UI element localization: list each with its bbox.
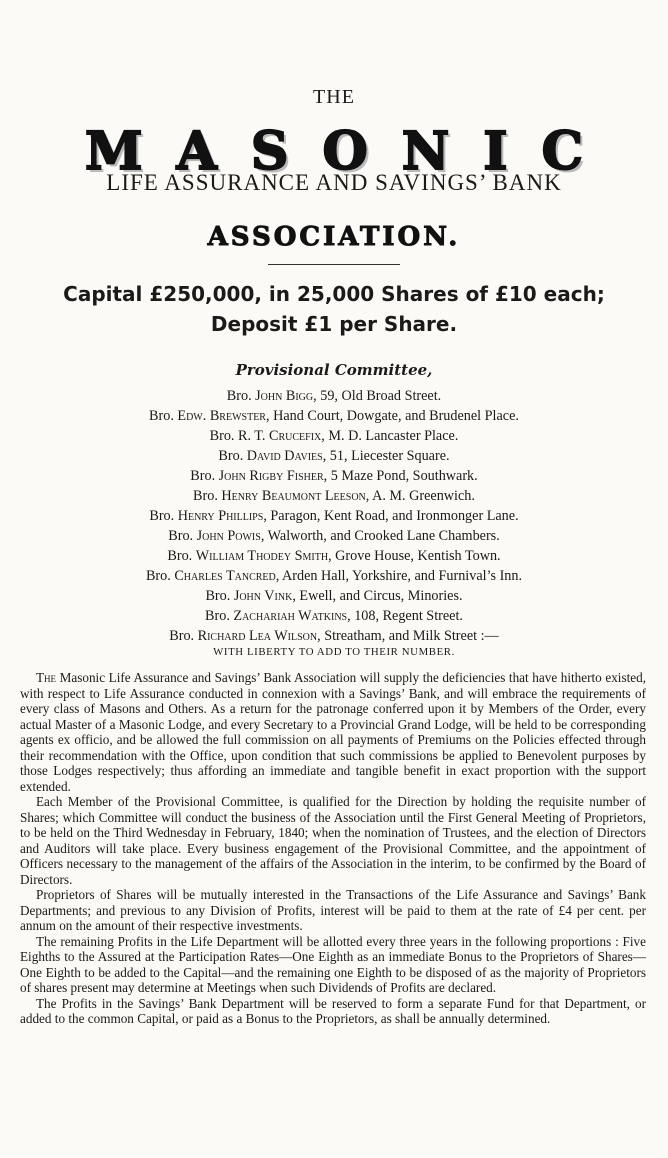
committee-member: Bro. John Vink, Ewell, and Circus, Minories. bbox=[205, 588, 463, 604]
committee-member: Bro. John Bigg, 59, Old Broad Street. bbox=[226, 388, 442, 404]
committee-member: Bro. R. T. Crucefix, M. D. Lancaster Place. bbox=[209, 428, 459, 444]
paragraph: Proprietors of Shares will be mutually interested in the Transactions of the Life Assurance and Savings’ Bank Departments; and previous to any Division of Profits, interest will be paid to them at the rate of £4 per cent. per annum on the amount of their respective investments. bbox=[20, 887, 646, 933]
committee-member: Bro. William Thodey Smith, Grove House, Kentish Town. bbox=[167, 548, 501, 564]
committee-member: Bro. John Rigby Fisher, 5 Maze Pond, Southwark. bbox=[190, 468, 478, 484]
committee-member: Bro. Zachariah Watkins, 108, Regent Street. bbox=[205, 608, 463, 624]
deposit-line: Deposit £1 per Share. bbox=[210, 312, 458, 336]
liberty-note: WITH LIBERTY TO ADD TO THEIR NUMBER. bbox=[213, 646, 455, 658]
masonic-letter: C bbox=[541, 121, 584, 182]
masonic-letter: A bbox=[176, 121, 217, 182]
committee-member: Bro. Edw. Brewster, Hand Court, Dowgate, and Brudenel Place. bbox=[149, 408, 519, 424]
committee-member: Bro. Henry Phillips, Paragon, Kent Road, and Ironmonger Lane. bbox=[149, 508, 519, 524]
paragraph: The Profits in the Savings’ Bank Department will be reserved to form a separate Fund for that Department, or added to the common Capital, or paid as a Bonus to the Proprietors, as shall be annually determined. bbox=[20, 995, 646, 1026]
committee-list bbox=[0, 386, 668, 646]
association-heading: ASSOCIATION. bbox=[207, 222, 461, 252]
paragraph: The remaining Profits in the Life Department will be allotted every three years in the following proportions : Five Eighths to the Assured at the Participation Rates—One Eighth as an immediate Bonus to the Proprietors of Shares—One Eighth to be added to the Capital—and the remaining one Eighth to be disposed of as the majority of Proprietors of shares present may determine at Meetings when such Dividends of Profits are declared. bbox=[20, 933, 646, 995]
committee-member: Bro. David Davies, 51, Liecester Square. bbox=[218, 448, 450, 464]
committee-title: Provisional Committee, bbox=[235, 361, 433, 379]
paragraph: The Masonic Life Assurance and Savings’ Bank Association will supply the deficiencies that have hitherto existed, with respect to Life Assurance conducted in connexion with a Savings’ Bank, and will embrace the requirements of every class of Masons and Others. As a return for the patronage conferred upon it by Members of the Order, every actual Master of a Masonic Lodge, and every Secretary to a Provincial Grand Lodge, will be held to be corresponding agents ex officio, and be allowed the full commission on all payments of Premiums on the Policies effected through their recommendation with the Office, upon condition that such commissions be applied to Benevolent purposes by those Lodges respectively; thus affording an immediate and tangible benefit in exact proportion with the support extended. bbox=[20, 670, 646, 794]
paragraph: Each Member of the Provisional Committee, is qualified for the Direction by holding the requisite number of Shares; which Committee will conduct the business of the Association until the First General Meeting of Proprietors, to be held on the Third Wednesday in February, 1840; when the nomination of Trustees, and the election of Directors and Auditors will take place. Every business engagement of the Provisional Committee, and the appointment of Officers necessary to the management of the affairs of the Association in the interim, to be confirmed by the Board of Directors. bbox=[20, 794, 646, 887]
committee-member: Bro. John Powis, Walworth, and Crooked Lane Chambers. bbox=[168, 528, 500, 544]
prospectus-body bbox=[20, 670, 646, 1027]
masonic-letter: I bbox=[483, 121, 508, 182]
masonic-letter: O bbox=[322, 121, 368, 182]
masonic-letter: S bbox=[250, 121, 289, 182]
committee-member: Bro. Henry Beaumont Leeson, A. M. Greenwich. bbox=[193, 488, 475, 504]
masonic-letter: M bbox=[84, 121, 143, 182]
committee-member: Bro. Richard Lea Wilson, Streatham, and Milk Street :— bbox=[169, 628, 499, 644]
header-the: THE bbox=[313, 86, 355, 108]
divider bbox=[268, 264, 400, 265]
subtitle: LIFE ASSURANCE AND SAVINGS’ BANK bbox=[106, 170, 562, 195]
committee-member: Bro. Charles Tancred, Arden Hall, Yorkshire, and Furnival’s Inn. bbox=[145, 568, 523, 584]
capital-line: Capital £250,000, in 25,000 Shares of £10 each; bbox=[63, 282, 605, 306]
masonic-letter: N bbox=[401, 121, 450, 182]
